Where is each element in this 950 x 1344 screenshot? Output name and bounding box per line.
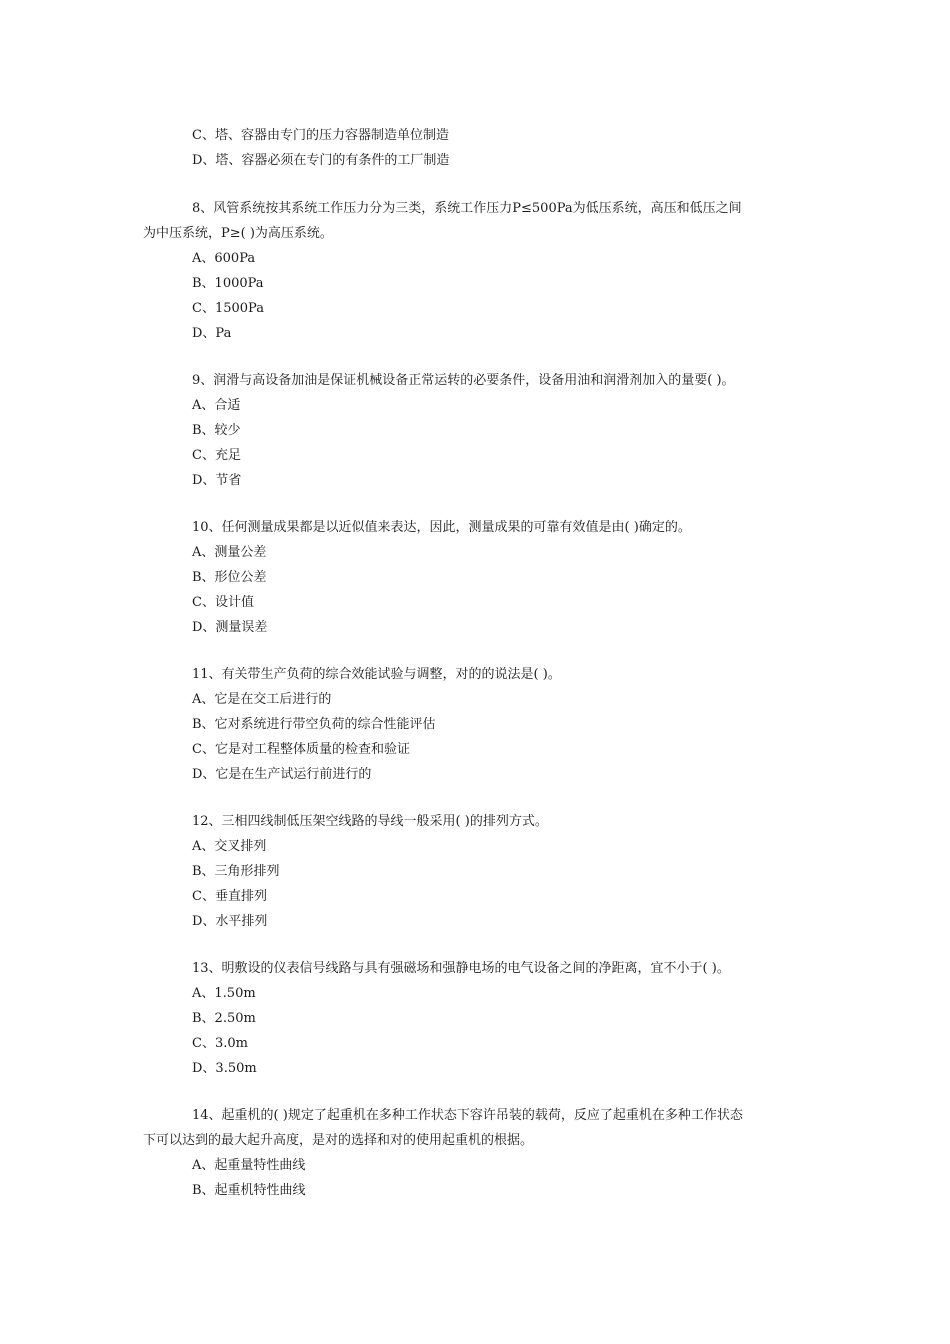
option-b: B、较少 (192, 423, 241, 438)
option-c: C、3.0m (192, 1036, 248, 1051)
question-11 (0, 662, 950, 787)
question-text-continued: 为中压系统，P≥( )为高压系统。 (143, 226, 333, 241)
option-c: C、充足 (192, 448, 241, 463)
option-c: C、1500Pa (192, 301, 264, 316)
question-10 (0, 515, 950, 640)
question-8 (0, 196, 950, 346)
option-a: A、600Pa (192, 251, 256, 266)
question-text: 14、起重机的( )规定了起重机在多种工作状态下容许吊装的载荷，反应了起重机在多种工作状态 (192, 1108, 743, 1123)
option-d: D、3.50m (192, 1061, 257, 1076)
option-a: A、1.50m (192, 986, 256, 1001)
option-b: B、1000Pa (192, 276, 264, 291)
option-d: D、水平排列 (192, 914, 268, 929)
option-b: B、三角形排列 (192, 864, 280, 879)
question-9 (0, 368, 950, 493)
option-a: A、合适 (192, 398, 241, 413)
question-7-tail (0, 123, 950, 173)
option-b: B、起重机特性曲线 (192, 1183, 306, 1198)
option-a: A、它是在交工后进行的 (192, 692, 332, 707)
option-a: A、交叉排列 (192, 839, 267, 854)
option-c: C、塔、容器由专门的压力容器制造单位制造 (192, 128, 449, 143)
question-12 (0, 809, 950, 934)
option-d: D、塔、容器必须在专门的有条件的工厂制造 (192, 153, 450, 168)
question-text: 8、风管系统按其系统工作压力分为三类，系统工作压力P≤500Pa为低压系统，高压和低压之间 (192, 201, 742, 216)
question-text: 11、有关带生产负荷的综合效能试验与调整，对的的说法是( )。 (192, 667, 561, 682)
option-b: B、它对系统进行带空负荷的综合性能评估 (192, 717, 436, 732)
option-d: D、Pa (192, 326, 232, 341)
option-d: D、测量误差 (192, 620, 268, 635)
option-b: B、形位公差 (192, 570, 267, 585)
question-text: 13、明敷设的仪表信号线路与具有强磁场和强静电场的电气设备之间的净距离，宜不小于( )。 (192, 961, 730, 976)
option-c: C、垂直排列 (192, 889, 267, 904)
option-a: A、起重量特性曲线 (192, 1158, 306, 1173)
option-d: D、节省 (192, 473, 242, 488)
option-c: C、它是对工程整体质量的检查和验证 (192, 742, 410, 757)
option-c: C、设计值 (192, 595, 254, 610)
question-text: 10、任何测量成果都是以近似值来表达，因此，测量成果的可靠有效值是由( )确定的。 (192, 520, 691, 535)
question-text-continued: 下可以达到的最大起升高度，是对的选择和对的使用起重机的根据。 (143, 1133, 534, 1148)
option-b: B、2.50m (192, 1011, 256, 1026)
question-text: 12、三相四线制低压架空线路的导线一般采用( )的排列方式。 (192, 814, 548, 829)
question-text: 9、润滑与高设备加油是保证机械设备正常运转的必要条件，设备用油和润滑剂加入的量要( )。 (192, 373, 735, 388)
option-a: A、测量公差 (192, 545, 267, 560)
question-14 (0, 1103, 950, 1203)
question-13 (0, 956, 950, 1081)
option-d: D、它是在生产试运行前进行的 (192, 767, 372, 782)
